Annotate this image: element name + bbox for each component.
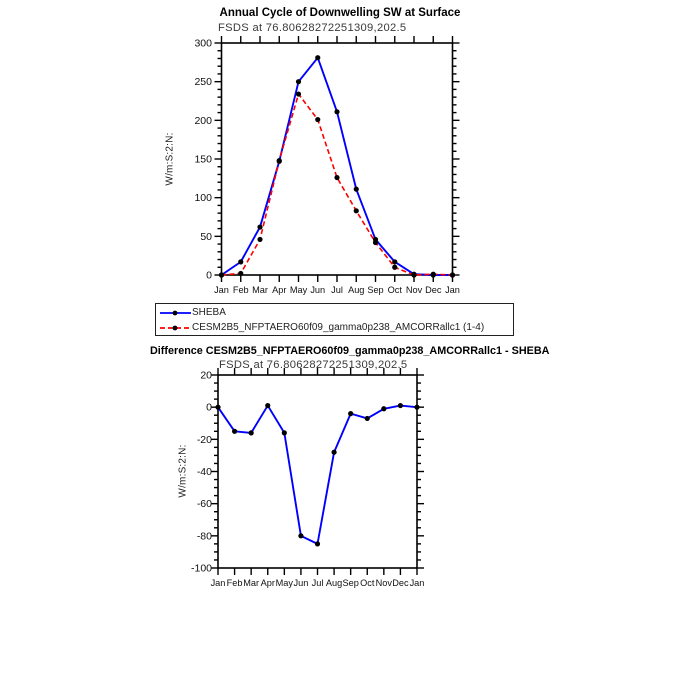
svg-text:150: 150 [194,153,212,166]
svg-text:Dec: Dec [392,578,409,588]
svg-text:250: 250 [194,76,212,89]
bottom-chart-subtitle: FSDS at 76.80628272251309,202.5 [219,359,408,371]
svg-text:May: May [289,285,308,295]
svg-text:Jan: Jan [210,578,226,588]
svg-text:Jan: Jan [409,578,425,588]
svg-text:Nov: Nov [375,578,393,588]
svg-text:Jul: Jul [331,285,343,295]
bottom-chart-title: Difference CESM2B5_NFPTAERO60f09_gamma0p238_AMCORRallc1 - SHEBA [150,345,550,357]
svg-text:Nov: Nov [405,285,423,295]
svg-text:Aug: Aug [348,285,365,295]
legend-line-sample-solid [160,308,191,318]
top-chart-y-axis-label: W/m:S:2:N: [164,132,176,186]
svg-text:Feb: Feb [226,578,243,588]
svg-text:Sep: Sep [367,285,384,295]
svg-text:Apr: Apr [272,285,287,295]
top-chart-plot [194,36,459,295]
svg-text:50: 50 [200,230,212,243]
legend-label: SHEBA [192,307,226,318]
svg-text:100: 100 [194,192,212,205]
svg-text:Jan: Jan [214,285,229,295]
legend-entry-cesm [160,320,513,335]
legend-line-sample-dashed [160,323,191,333]
svg-text:-80: -80 [196,530,212,543]
svg-text:-20: -20 [196,433,212,446]
bottom-chart-y-axis-label: W/m:S:2:N: [177,444,189,498]
svg-text:Mar: Mar [252,285,268,295]
svg-text:Oct: Oct [387,285,402,295]
svg-text:Sep: Sep [342,578,359,588]
svg-text:0: 0 [206,401,212,414]
svg-text:Jun: Jun [293,578,309,588]
legend [155,303,514,336]
svg-text:Jul: Jul [311,578,324,588]
svg-text:200: 200 [194,114,212,127]
svg-text:Oct: Oct [360,578,375,588]
svg-text:300: 300 [194,37,212,50]
svg-text:-100: -100 [190,562,212,575]
svg-text:Feb: Feb [232,285,249,295]
bottom-chart-plot [191,368,424,588]
svg-text:Aug: Aug [325,578,343,588]
svg-text:-60: -60 [196,498,212,511]
svg-text:-40: -40 [196,466,212,478]
svg-text:Dec: Dec [425,285,442,295]
legend-label: CESM2B5_NFPTAERO60f09_gamma0p238_AMCORRallc1 (1-4) [192,322,485,333]
svg-text:Apr: Apr [260,578,275,588]
svg-text:20: 20 [200,369,212,382]
svg-text:May: May [275,578,294,588]
svg-text:Mar: Mar [243,578,260,588]
top-chart-title: Annual Cycle of Downwelling SW at Surface [219,7,461,19]
legend-entry-sheba [160,305,513,320]
svg-text:Jan: Jan [445,285,460,295]
top-chart-subtitle: FSDS at 76.80628272251309,202.5 [218,22,407,34]
svg-text:0: 0 [206,269,212,282]
svg-text:Jun: Jun [310,285,326,295]
